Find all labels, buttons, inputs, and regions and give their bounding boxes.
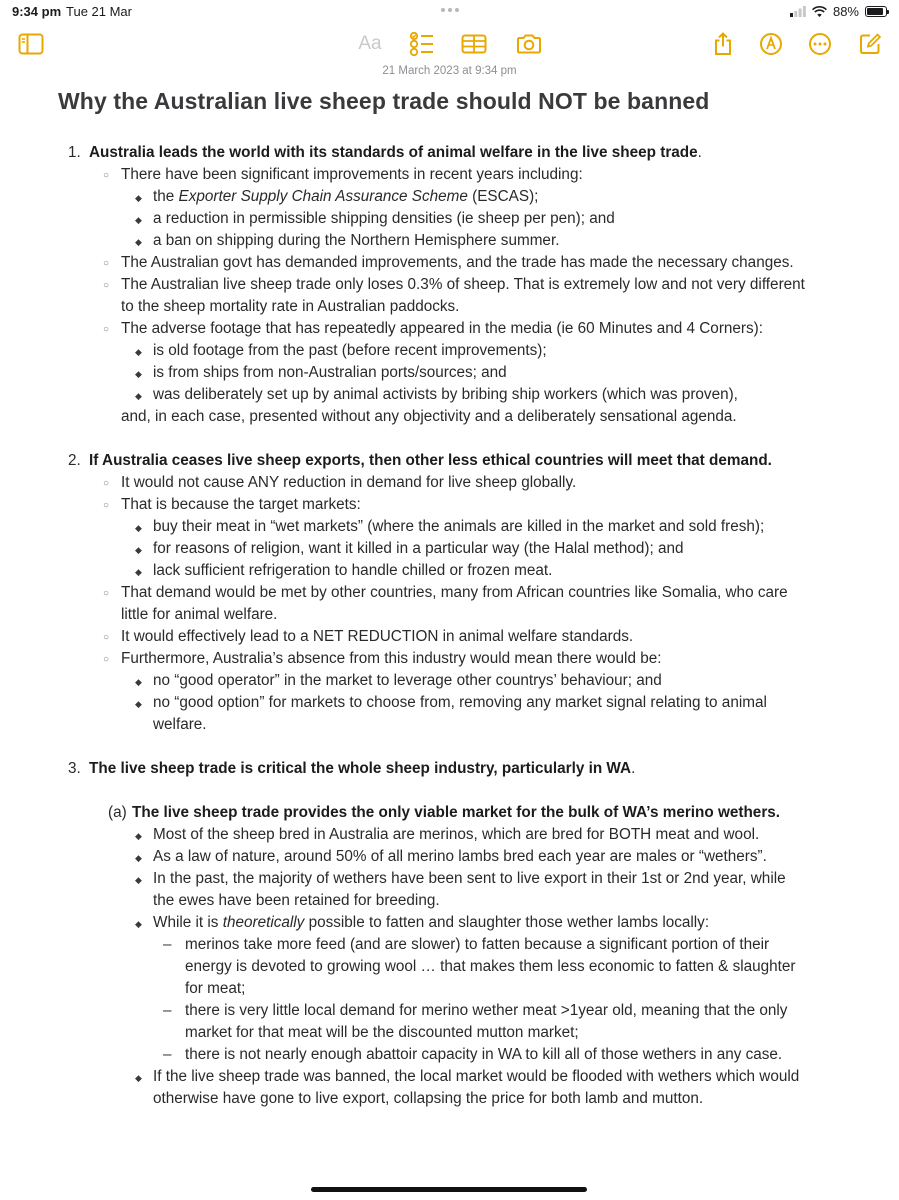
bullet-diamond: ◆ xyxy=(135,831,142,841)
list-item xyxy=(0,164,899,186)
section-heading: The live sheep trade is critical the whole sheep industry, particularly in WA. xyxy=(89,760,636,777)
bullet-circle: ○ xyxy=(103,588,110,599)
list-text-continued xyxy=(0,1088,899,1110)
cellular-signal-icon xyxy=(790,6,806,17)
list-text-continued xyxy=(0,406,899,428)
list-text: While it is theoretically possible to fatten and slaughter those wether lambs locally: xyxy=(153,914,710,931)
bullet-circle: ○ xyxy=(103,280,110,291)
bullet-diamond: ◆ xyxy=(135,545,142,555)
list-item xyxy=(0,758,899,780)
bullet-diamond: ◆ xyxy=(135,875,142,885)
bullet-dash: – xyxy=(163,1046,172,1063)
list-text-continued xyxy=(0,1022,899,1044)
home-indicator[interactable] xyxy=(311,1187,587,1192)
list-text-continued xyxy=(0,956,899,978)
list-item xyxy=(0,318,899,340)
note-timestamp: 21 March 2023 at 9:34 pm xyxy=(382,65,517,77)
camera-icon[interactable] xyxy=(514,30,544,58)
list-item xyxy=(0,384,899,406)
more-icon[interactable] xyxy=(805,30,835,58)
battery-percent: 88% xyxy=(832,4,859,19)
list-text: As a law of nature, around 50% of all merino lambs bred each year are males or “wethers”. xyxy=(153,848,767,865)
list-text: the ewes have been retained for breeding. xyxy=(153,892,440,909)
bullet-diamond: ◆ xyxy=(135,347,142,357)
list-text: Most of the sheep bred in Australia are merinos, which are bred for BOTH meat and wool. xyxy=(153,826,760,843)
bullet-diamond: ◆ xyxy=(135,1073,142,1083)
note-body[interactable] xyxy=(0,142,899,1110)
list-item xyxy=(0,648,899,670)
note-title[interactable]: Why the Australian live sheep trade should NOT be banned xyxy=(58,88,710,114)
list-item xyxy=(0,186,899,208)
list-text: energy is devoted to growing wool … that makes them less economic to fatten & slaughter xyxy=(185,958,796,975)
bullet-circle: ○ xyxy=(103,170,110,181)
notes-toolbar xyxy=(0,30,899,60)
bullet-diamond: ◆ xyxy=(135,215,142,225)
bullet-dash: – xyxy=(163,936,172,953)
item-number: 3. xyxy=(68,760,81,777)
list-text: otherwise have gone to live export, collapsing the price for both lamb and mutton. xyxy=(153,1090,704,1107)
markup-icon[interactable] xyxy=(756,30,786,58)
bullet-circle: ○ xyxy=(103,324,110,335)
list-text: a ban on shipping during the Northern Hemisphere summer. xyxy=(153,232,560,249)
list-item xyxy=(0,626,899,648)
share-icon[interactable] xyxy=(708,30,738,58)
list-item xyxy=(0,516,899,538)
list-item xyxy=(0,560,899,582)
list-text: It would not cause ANY reduction in demand for live sheep globally. xyxy=(121,474,577,491)
list-text: If the live sheep trade was banned, the local market would be flooded with wethers which would xyxy=(153,1068,800,1085)
list-text: Furthermore, Australia’s absence from this industry would mean there would be: xyxy=(121,650,662,667)
list-text-continued xyxy=(0,890,899,912)
list-text: It would effectively lead to a NET REDUCTION in animal welfare standards. xyxy=(121,628,634,645)
list-item xyxy=(0,802,899,824)
list-text: That demand would be met by other countries, many from African countries like Somalia, who care xyxy=(121,584,788,601)
bullet-diamond: ◆ xyxy=(135,369,142,379)
list-text: is old footage from the past (before recent improvements); xyxy=(153,342,547,359)
list-text-continued xyxy=(0,714,899,736)
list-text-continued xyxy=(0,296,899,318)
bullet-diamond: ◆ xyxy=(135,853,142,863)
list-item xyxy=(0,824,899,846)
checklist-icon[interactable] xyxy=(407,30,437,58)
list-item xyxy=(0,670,899,692)
list-text: is from ships from non-Australian ports/sources; and xyxy=(153,364,507,381)
format-label: Aa xyxy=(358,33,382,54)
sidebar-icon[interactable] xyxy=(16,30,46,58)
list-text: no “good option” for markets to choose from, removing any market signal relating to animal xyxy=(153,694,767,711)
list-item xyxy=(0,142,899,164)
section-heading: If Australia ceases live sheep exports, then other less ethical countries will meet that demand. xyxy=(89,452,772,469)
bullet-circle: ○ xyxy=(103,632,110,643)
list-text: to the sheep mortality rate in Australian paddocks. xyxy=(121,298,460,315)
list-item xyxy=(0,934,899,956)
list-text: was deliberately set up by animal activists by bribing ship workers (which was proven), xyxy=(153,386,738,403)
list-item xyxy=(0,868,899,890)
bullet-diamond: ◆ xyxy=(135,193,142,203)
bullet-circle: ○ xyxy=(103,478,110,489)
status-time: 9:34 pm xyxy=(12,4,62,19)
list-text: The Australian govt has demanded improvements, and the trade has made the necessary changes. xyxy=(121,254,794,271)
list-text: and, in each case, presented without any objectivity and a deliberately sensational agenda. xyxy=(121,408,737,425)
list-item xyxy=(0,274,899,296)
list-item xyxy=(0,692,899,714)
sub-heading: The live sheep trade provides the only viable market for the bulk of WA’s merino wethers. xyxy=(132,804,781,821)
list-item xyxy=(0,1044,899,1066)
list-text: for meat; xyxy=(185,980,246,997)
list-text: there is not nearly enough abattoir capacity in WA to kill all of those wethers in any case. xyxy=(185,1046,783,1063)
list-item xyxy=(0,846,899,868)
list-text: there is very little local demand for merino wether meat >1year old, meaning that the only xyxy=(185,1002,788,1019)
multitasking-grabber[interactable] xyxy=(441,8,459,12)
item-number: 2. xyxy=(68,452,81,469)
list-text: a reduction in permissible shipping densities (ie sheep per pen); and xyxy=(153,210,615,227)
list-item xyxy=(0,252,899,274)
list-item xyxy=(0,1000,899,1022)
bullet-diamond: ◆ xyxy=(135,919,142,929)
list-text: little for animal welfare. xyxy=(121,606,278,623)
bullet-diamond: ◆ xyxy=(135,677,142,687)
bullet-circle: ○ xyxy=(103,500,110,511)
status-right xyxy=(790,4,887,19)
list-text: That is because the target markets: xyxy=(121,496,361,513)
list-item xyxy=(0,912,899,934)
list-text: In the past, the majority of wethers have been sent to live export in their 1st or 2nd year, while xyxy=(153,870,786,887)
list-text: The adverse footage that has repeatedly appeared in the media (ie 60 Minutes and 4 Corners): xyxy=(121,320,764,337)
list-text: welfare. xyxy=(153,716,207,733)
list-text: merinos take more feed (and are slower) to fatten because a significant portion of their xyxy=(185,936,770,953)
list-text: the Exporter Supply Chain Assurance Scheme (ESCAS); xyxy=(153,188,539,205)
list-item xyxy=(0,494,899,516)
wifi-icon xyxy=(812,6,827,17)
list-item xyxy=(0,340,899,362)
list-item xyxy=(0,538,899,560)
list-text: for reasons of religion, want it killed in a particular way (the Halal method); and xyxy=(153,540,684,557)
battery-icon xyxy=(865,6,887,17)
list-text-continued xyxy=(0,604,899,626)
list-text: There have been significant improvements in recent years including: xyxy=(121,166,583,183)
bullet-circle: ○ xyxy=(103,258,110,269)
compose-icon[interactable] xyxy=(855,30,885,58)
status-date: Tue 21 Mar xyxy=(66,4,132,19)
list-text-continued xyxy=(0,978,899,1000)
list-item xyxy=(0,472,899,494)
list-item xyxy=(0,1066,899,1088)
bullet-diamond: ◆ xyxy=(135,523,142,533)
bullet-diamond: ◆ xyxy=(135,567,142,577)
item-number: 1. xyxy=(68,144,81,161)
bullet-diamond: ◆ xyxy=(135,699,142,709)
sub-label: (a) xyxy=(108,804,127,821)
list-text: The Australian live sheep trade only loses 0.3% of sheep. That is extremely low and not very different xyxy=(121,276,805,293)
list-item xyxy=(0,208,899,230)
list-text: no “good operator” in the market to leverage other countrys’ behaviour; and xyxy=(153,672,662,689)
table-icon[interactable] xyxy=(459,30,489,58)
list-text: lack sufficient refrigeration to handle chilled or frozen meat. xyxy=(153,562,553,579)
list-text: market for that meat will be the discounted mutton market; xyxy=(185,1024,579,1041)
list-item xyxy=(0,450,899,472)
bullet-dash: – xyxy=(163,1002,172,1019)
section-heading: Australia leads the world with its standards of animal welfare in the live sheep trade. xyxy=(89,144,702,161)
bullet-circle: ○ xyxy=(103,654,110,665)
list-text: buy their meat in “wet markets” (where the animals are killed in the market and sold fresh); xyxy=(153,518,765,535)
bullet-diamond: ◆ xyxy=(135,391,142,401)
list-item xyxy=(0,582,899,604)
list-item xyxy=(0,230,899,252)
format-text-button[interactable] xyxy=(355,30,385,58)
list-item xyxy=(0,362,899,384)
bullet-diamond: ◆ xyxy=(135,237,142,247)
